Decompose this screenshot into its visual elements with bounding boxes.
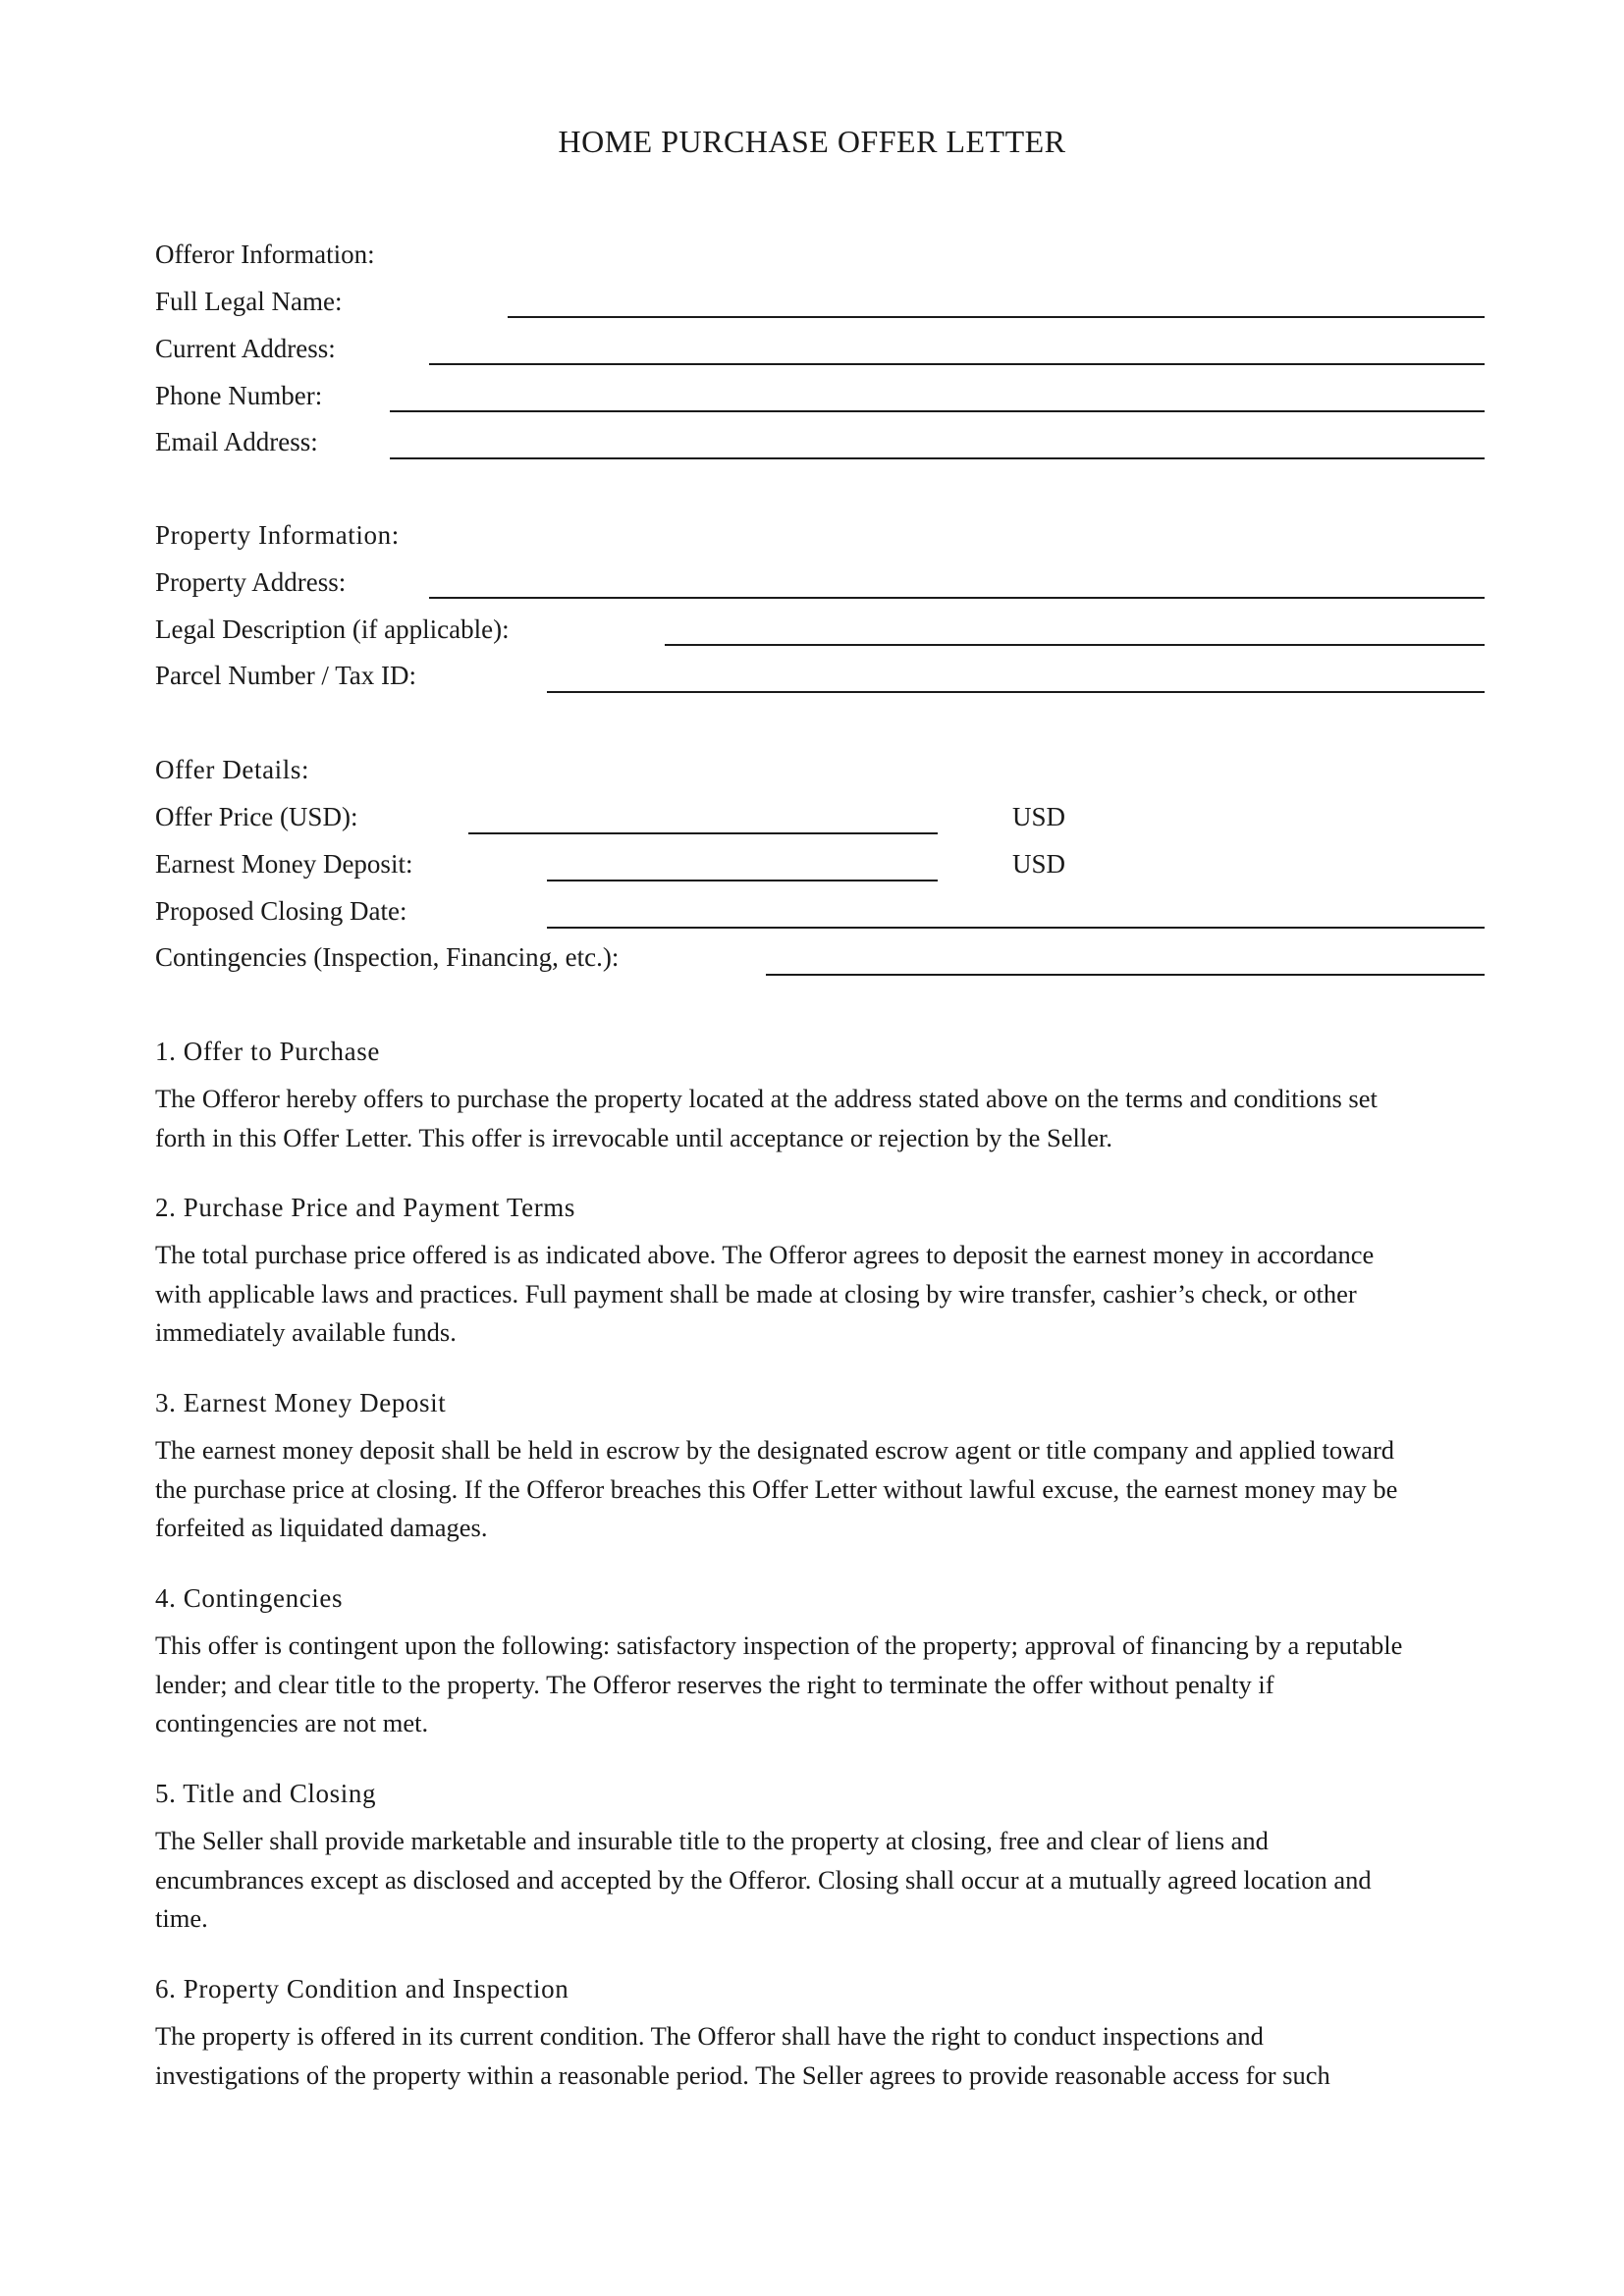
body-line: This offer is contingent upon the following: satisfactory inspection of the property; approval of financing by a reputable xyxy=(155,1630,1403,1660)
document-title: HOME PURCHASE OFFER LETTER xyxy=(558,124,1066,159)
body-line: The Offeror hereby offers to purchase the property located at the address stated above on the terms and conditions set xyxy=(155,1084,1378,1113)
body-line: The total purchase price offered is as indicated above. The Offeror agrees to deposit the earnest money in accordance xyxy=(155,1240,1375,1269)
offer-price-label: Offer Price (USD): xyxy=(155,802,358,831)
current-address-field[interactable] xyxy=(429,363,1485,365)
section-heading: 6. Property Condition and Inspection xyxy=(155,1974,569,2003)
earnest-money-unit: USD xyxy=(1012,849,1066,879)
offer-details-heading: Offer Details: xyxy=(155,755,310,784)
email-address-label: Email Address: xyxy=(155,427,318,456)
property-address-label: Property Address: xyxy=(155,567,347,597)
body-line: with applicable laws and practices. Full payment shall be made at closing by wire transfer, cashier’s check, or other xyxy=(155,1278,1357,1308)
body-line: immediately available funds. xyxy=(155,1317,457,1347)
closing-date-field[interactable] xyxy=(547,927,1485,929)
earnest-money-label: Earnest Money Deposit: xyxy=(155,849,413,879)
body-line: The earnest money deposit shall be held in escrow by the designated escrow agent or title company and applied toward xyxy=(155,1435,1395,1465)
body-line: The property is offered in its current condition. The Offeror shall have the right to conduct inspections and xyxy=(155,2021,1264,2051)
section-body xyxy=(155,1431,1490,1548)
email-address-field[interactable] xyxy=(390,457,1485,459)
phone-number-label: Phone Number: xyxy=(155,381,323,410)
section-heading: 5. Title and Closing xyxy=(155,1779,377,1808)
current-address-label: Current Address: xyxy=(155,334,336,363)
section-heading: 4. Contingencies xyxy=(155,1583,344,1613)
offeror-section-heading: Offeror Information: xyxy=(155,240,375,269)
legal-description-field[interactable] xyxy=(665,644,1485,646)
parcel-number-field[interactable] xyxy=(547,691,1485,693)
section-body xyxy=(155,1627,1490,1743)
section-heading: 1. Offer to Purchase xyxy=(155,1037,380,1066)
full-legal-name-field[interactable] xyxy=(508,316,1485,318)
body-line: lender; and clear title to the property. The Offeror reserves the right to terminate the offer without penalty if xyxy=(155,1669,1274,1699)
body-line: investigations of the property within a reasonable period. The Seller agrees to provide reasonable access for such xyxy=(155,2059,1330,2090)
body-line: forfeited as liquidated damages. xyxy=(155,1513,488,1542)
property-section-heading: Property Information: xyxy=(155,520,400,550)
offer-price-field[interactable] xyxy=(468,832,938,834)
full-legal-name-label: Full Legal Name: xyxy=(155,287,343,316)
property-address-field[interactable] xyxy=(429,597,1485,599)
phone-number-field[interactable] xyxy=(390,410,1485,412)
contingencies-label: Contingencies (Inspection, Financing, etc.): xyxy=(155,942,620,972)
body-line: The Seller shall provide marketable and insurable title to the property at closing, free and clear of liens and xyxy=(155,1826,1269,1855)
earnest-money-field[interactable] xyxy=(547,880,938,881)
contingencies-field[interactable] xyxy=(766,974,1485,976)
section-body xyxy=(155,1080,1490,1157)
body-line: the purchase price at closing. If the Offeror breaches this Offer Letter without lawful excuse, the earnest money may be xyxy=(155,1473,1398,1504)
offer-price-unit: USD xyxy=(1012,802,1066,831)
section-heading: 2. Purchase Price and Payment Terms xyxy=(155,1193,576,1222)
body-line: time. xyxy=(155,1903,208,1933)
parcel-number-label: Parcel Number / Tax ID: xyxy=(155,661,417,690)
body-line: contingencies are not met. xyxy=(155,1708,429,1737)
section-body xyxy=(155,1236,1490,1353)
body-line: encumbrances except as disclosed and accepted by the Offeror. Closing shall occur at a mutually agreed location and xyxy=(155,1864,1372,1895)
closing-date-label: Proposed Closing Date: xyxy=(155,896,407,926)
legal-description-label: Legal Description (if applicable): xyxy=(155,614,510,644)
section-body xyxy=(155,2017,1490,2095)
section-body xyxy=(155,1822,1490,1939)
section-heading: 3. Earnest Money Deposit xyxy=(155,1388,447,1417)
body-line: forth in this Offer Letter. This offer is irrevocable until acceptance or rejection by the Seller. xyxy=(155,1122,1113,1152)
